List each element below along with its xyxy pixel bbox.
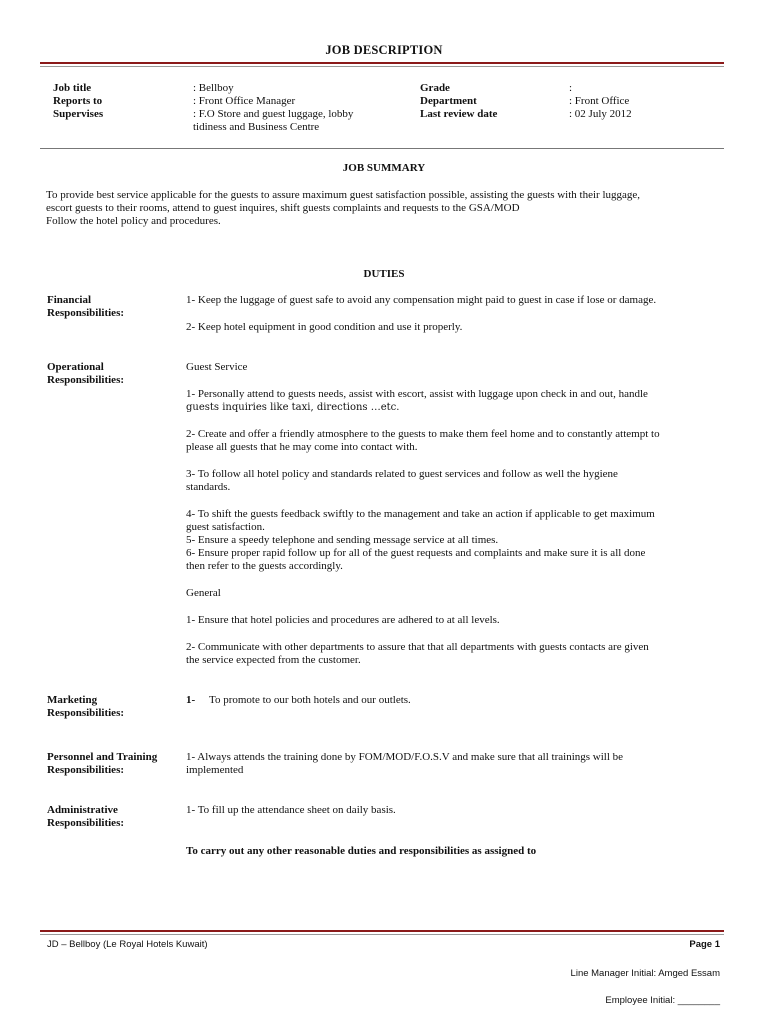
operational-item-4b: guest satisfaction.: [186, 521, 265, 533]
footer-rule-bottom: [40, 934, 724, 935]
operational-item-2b: please all guests that he may come into contact with.: [186, 441, 418, 453]
supervises-value: : F.O Store and guest luggage, lobby: [193, 108, 354, 120]
general-subheading: General: [186, 587, 221, 599]
operational-label: Operational: [47, 361, 104, 373]
page-number: Page 1: [689, 939, 720, 950]
operational-item-3b: standards.: [186, 481, 231, 493]
duties-heading: DUTIES: [363, 268, 405, 280]
header-rule-top: [40, 62, 724, 64]
general-item-2b: the service expected from the customer.: [186, 654, 361, 666]
operational-item-3a: 3- To follow all hotel policy and standards related to guest services and follow as well the hygiene: [186, 468, 618, 480]
department-value: : Front Office: [569, 95, 630, 107]
operational-item-1b: guests inquiries like taxi, directions …etc.: [186, 402, 400, 413]
employee-initial: Employee Initial: ________: [605, 995, 720, 1006]
last-review-label: Last review date: [420, 108, 498, 120]
closing-statement: To carry out any other reasonable duties and responsibilities as assigned to: [186, 845, 537, 857]
reports-to-label: Reports to: [53, 95, 103, 107]
operational-item-6a: 6- Ensure proper rapid follow up for all of the guest requests and complaints and make sure it is all done: [186, 547, 646, 559]
job-title-value: : Bellboy: [193, 82, 234, 94]
guest-service-subheading: Guest Service: [186, 361, 248, 373]
administrative-item-1: 1- To fill up the attendance sheet on daily basis.: [186, 804, 396, 816]
personnel-label: Personnel and Training: [47, 751, 158, 763]
personnel-item-1b: implemented: [186, 764, 244, 776]
personnel-item-1a: 1- Always attends the training done by FOM/MOD/F.O.S.V and make sure that all trainings will be: [186, 751, 624, 763]
marketing-item-text: To promote to our both hotels and our outlets.: [209, 694, 411, 706]
operational-item-4a: 4- To shift the guests feedback swiftly to the management and take an action if applicable to get maximum: [186, 508, 655, 520]
marketing-item-number: 1-: [186, 694, 196, 706]
marketing-label-2: Responsibilities:: [47, 707, 125, 719]
operational-label-2-text: Responsibilities:: [47, 374, 125, 386]
administrative-label-2: Responsibilities:: [47, 817, 125, 829]
summary-heading: JOB SUMMARY: [342, 162, 426, 174]
reports-to-value: : Front Office Manager: [193, 95, 296, 107]
financial-item-2: 2- Keep hotel equipment in good condition and use it properly.: [186, 321, 463, 333]
line-manager-initial: Line Manager Initial: Amged Essam: [570, 968, 720, 979]
header-divider: [40, 148, 724, 149]
general-item-1: 1- Ensure that hotel policies and procedures are adhered to at all levels.: [186, 614, 500, 626]
administrative-label: Administrative: [47, 804, 118, 816]
grade-label: Grade: [420, 82, 450, 94]
summary-line-2: escort guests to their rooms, attend to guest inquires, shift guests complaints and requests to the GSA/MOD: [46, 202, 520, 214]
document-title: JOB DESCRIPTION: [325, 43, 443, 57]
supervises-label: Supervises: [53, 108, 104, 120]
financial-label: Financial: [47, 294, 92, 306]
financial-item-1: 1- Keep the luggage of guest safe to avoid any compensation might paid to guest in case if lose or damage.: [186, 294, 657, 306]
supervises-value-cont: tidiness and Business Centre: [193, 121, 320, 133]
footer-rule-top: [40, 930, 724, 932]
grade-value: :: [569, 82, 573, 94]
operational-label-2: [47, 374, 124, 387]
summary-line-3: Follow the hotel policy and procedures.: [46, 215, 221, 227]
summary-line-1: To provide best service applicable for the guests to assure maximum guest satisfaction possible, assisting the guests with their luggage,: [46, 189, 641, 201]
operational-item-1a: 1- Personally attend to guests needs, assist with escort, assist with luggage upon check in and out, handle: [186, 388, 648, 400]
personnel-label-2: Responsibilities:: [47, 764, 125, 776]
financial-label-2: Responsibilities:: [47, 307, 125, 319]
footer-document-ref: JD – Bellboy (Le Royal Hotels Kuwait): [47, 939, 208, 950]
marketing-label: Marketing: [47, 694, 98, 706]
department-label: Department: [420, 95, 477, 107]
job-title-label: Job title: [53, 82, 92, 94]
operational-item-2a: 2- Create and offer a friendly atmosphere to the guests to make them feel home and to constantly attempt to: [186, 428, 660, 440]
last-review-value: : 02 July 2012: [569, 108, 632, 120]
operational-item-5: 5- Ensure a speedy telephone and sending message service at all times.: [186, 534, 499, 546]
operational-item-6b: then refer to the guests accordingly.: [186, 560, 343, 572]
general-item-2a: 2- Communicate with other departments to assure that that all departments with guests contacts are given: [186, 641, 649, 653]
header-rule-bottom: [40, 66, 724, 67]
